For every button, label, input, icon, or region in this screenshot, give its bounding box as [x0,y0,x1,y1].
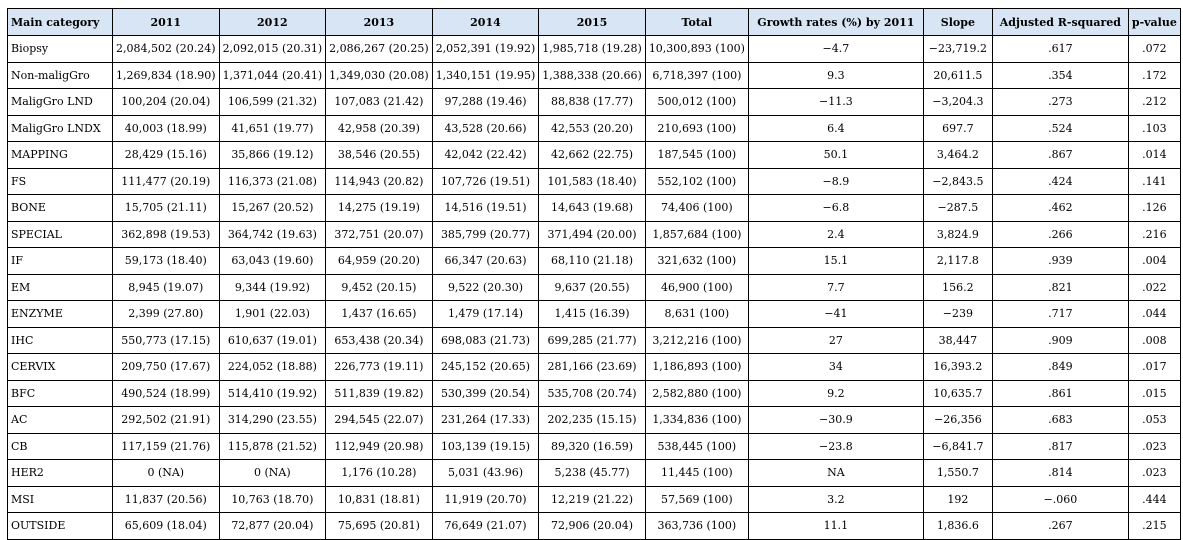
value-2015-cell: 281,166 (23.69) [539,354,646,381]
value-2013-cell: 64,959 (20.20) [326,248,433,275]
adjusted-r-squared-cell: .909 [992,327,1128,354]
value-2011-cell: 65,609 (18.04) [113,513,220,540]
value-2013-cell: 653,438 (20.34) [326,327,433,354]
category-cell: OUTSIDE [8,513,113,540]
adjusted-r-squared-cell: .617 [992,36,1128,63]
category-cell: BONE [8,195,113,222]
value-2012-cell: 610,637 (19.01) [219,327,326,354]
p-value-cell: .004 [1128,248,1180,275]
slope-cell: 3,464.2 [923,142,992,169]
table-row [8,407,1181,434]
value-2013-cell: 9,452 (20.15) [326,274,433,301]
header-growth-rate: Growth rates (%) by 2011 [748,9,923,36]
slope-cell: −26,356 [923,407,992,434]
table-row [8,486,1181,513]
total-cell: 57,569 (100) [645,486,748,513]
value-2014-cell: 107,726 (19.51) [432,168,539,195]
adjusted-r-squared-cell: .354 [992,62,1128,89]
category-cell: MSI [8,486,113,513]
value-2012-cell: 224,052 (18.88) [219,354,326,381]
slope-cell: 3,824.9 [923,221,992,248]
total-cell: 11,445 (100) [645,460,748,487]
value-2015-cell: 101,583 (18.40) [539,168,646,195]
table-row [8,36,1181,63]
value-2015-cell: 1,415 (16.39) [539,301,646,328]
value-2012-cell: 116,373 (21.08) [219,168,326,195]
value-2013-cell: 42,958 (20.39) [326,115,433,142]
header-total: Total [645,9,748,36]
category-cell: SPECIAL [8,221,113,248]
table-row [8,460,1181,487]
value-2015-cell: 42,662 (22.75) [539,142,646,169]
growth-rate-cell: −6.8 [748,195,923,222]
total-cell: 1,857,684 (100) [645,221,748,248]
slope-cell: 38,447 [923,327,992,354]
value-2011-cell: 550,773 (17.15) [113,327,220,354]
category-cell: Biopsy [8,36,113,63]
category-cell: ENZYME [8,301,113,328]
growth-rate-cell: 27 [748,327,923,354]
value-2014-cell: 231,264 (17.33) [432,407,539,434]
category-cell: AC [8,407,113,434]
p-value-cell: .023 [1128,433,1180,460]
value-2011-cell: 292,502 (21.91) [113,407,220,434]
value-2015-cell: 535,708 (20.74) [539,380,646,407]
table-row [8,433,1181,460]
value-2013-cell: 1,349,030 (20.08) [326,62,433,89]
growth-rate-cell: 2.4 [748,221,923,248]
value-2015-cell: 72,906 (20.04) [539,513,646,540]
table-row [8,248,1181,275]
value-2015-cell: 14,643 (19.68) [539,195,646,222]
growth-rate-cell: 15.1 [748,248,923,275]
adjusted-r-squared-cell: .683 [992,407,1128,434]
category-cell: MaligGro LNDX [8,115,113,142]
slope-cell: 192 [923,486,992,513]
slope-cell: 2,117.8 [923,248,992,275]
header-2011: 2011 [113,9,220,36]
total-cell: 2,582,880 (100) [645,380,748,407]
value-2014-cell: 2,052,391 (19.92) [432,36,539,63]
header-2013: 2013 [326,9,433,36]
value-2011-cell: 8,945 (19.07) [113,274,220,301]
p-value-cell: .103 [1128,115,1180,142]
category-cell: EM [8,274,113,301]
value-2011-cell: 117,159 (21.76) [113,433,220,460]
adjusted-r-squared-cell: .849 [992,354,1128,381]
value-2011-cell: 59,173 (18.40) [113,248,220,275]
value-2012-cell: 35,866 (19.12) [219,142,326,169]
value-2012-cell: 10,763 (18.70) [219,486,326,513]
slope-cell: −287.5 [923,195,992,222]
value-2015-cell: 42,553 (20.20) [539,115,646,142]
value-2013-cell: 1,437 (16.65) [326,301,433,328]
growth-rate-cell: 34 [748,354,923,381]
adjusted-r-squared-cell: .273 [992,89,1128,116]
value-2013-cell: 38,546 (20.55) [326,142,433,169]
value-2015-cell: 9,637 (20.55) [539,274,646,301]
total-cell: 187,545 (100) [645,142,748,169]
value-2013-cell: 14,275 (19.19) [326,195,433,222]
growth-rate-cell: −30.9 [748,407,923,434]
p-value-cell: .126 [1128,195,1180,222]
value-2011-cell: 40,003 (18.99) [113,115,220,142]
value-2014-cell: 530,399 (20.54) [432,380,539,407]
value-2014-cell: 66,347 (20.63) [432,248,539,275]
total-cell: 500,012 (100) [645,89,748,116]
value-2015-cell: 68,110 (21.18) [539,248,646,275]
value-2013-cell: 112,949 (20.98) [326,433,433,460]
value-2015-cell: 89,320 (16.59) [539,433,646,460]
growth-rate-cell: 50.1 [748,142,923,169]
value-2014-cell: 9,522 (20.30) [432,274,539,301]
adjusted-r-squared-cell: .717 [992,301,1128,328]
slope-cell: −6,841.7 [923,433,992,460]
p-value-cell: .141 [1128,168,1180,195]
value-2011-cell: 1,269,834 (18.90) [113,62,220,89]
total-cell: 3,212,216 (100) [645,327,748,354]
value-2015-cell: 12,219 (21.22) [539,486,646,513]
total-cell: 210,693 (100) [645,115,748,142]
value-2014-cell: 11,919 (20.70) [432,486,539,513]
growth-rate-cell: NA [748,460,923,487]
growth-rate-cell: 11.1 [748,513,923,540]
table-row [8,168,1181,195]
table-row [8,142,1181,169]
value-2013-cell: 226,773 (19.11) [326,354,433,381]
value-2012-cell: 41,651 (19.77) [219,115,326,142]
total-cell: 6,718,397 (100) [645,62,748,89]
growth-rate-cell: 9.2 [748,380,923,407]
value-2015-cell: 88,838 (17.77) [539,89,646,116]
growth-rate-cell: −4.7 [748,36,923,63]
p-value-cell: .017 [1128,354,1180,381]
value-2013-cell: 294,545 (22.07) [326,407,433,434]
category-cell: BFC [8,380,113,407]
slope-cell: 10,635.7 [923,380,992,407]
adjusted-r-squared-cell: .939 [992,248,1128,275]
table-row [8,274,1181,301]
value-2011-cell: 2,399 (27.80) [113,301,220,328]
growth-rate-cell: 3.2 [748,486,923,513]
value-2011-cell: 490,524 (18.99) [113,380,220,407]
growth-rate-cell: −8.9 [748,168,923,195]
header-row [8,9,1181,36]
total-cell: 1,334,836 (100) [645,407,748,434]
adjusted-r-squared-cell: .266 [992,221,1128,248]
p-value-cell: .072 [1128,36,1180,63]
value-2012-cell: 9,344 (19.92) [219,274,326,301]
value-2012-cell: 514,410 (19.92) [219,380,326,407]
total-cell: 10,300,893 (100) [645,36,748,63]
value-2012-cell: 364,742 (19.63) [219,221,326,248]
value-2013-cell: 75,695 (20.81) [326,513,433,540]
value-2013-cell: 2,086,267 (20.25) [326,36,433,63]
value-2014-cell: 97,288 (19.46) [432,89,539,116]
value-2012-cell: 63,043 (19.60) [219,248,326,275]
slope-cell: 697.7 [923,115,992,142]
value-2013-cell: 1,176 (10.28) [326,460,433,487]
adjusted-r-squared-cell: .814 [992,460,1128,487]
total-cell: 363,736 (100) [645,513,748,540]
growth-rate-cell: −41 [748,301,923,328]
header-2015: 2015 [539,9,646,36]
value-2011-cell: 209,750 (17.67) [113,354,220,381]
value-2011-cell: 0 (NA) [113,460,220,487]
value-2014-cell: 245,152 (20.65) [432,354,539,381]
slope-cell: 1,550.7 [923,460,992,487]
total-cell: 74,406 (100) [645,195,748,222]
category-cell: CERVIX [8,354,113,381]
growth-rate-cell: −23.8 [748,433,923,460]
p-value-cell: .008 [1128,327,1180,354]
p-value-cell: .015 [1128,380,1180,407]
value-2011-cell: 362,898 (19.53) [113,221,220,248]
category-cell: Non-maligGro [8,62,113,89]
slope-cell: −23,719.2 [923,36,992,63]
value-2015-cell: 371,494 (20.00) [539,221,646,248]
value-2013-cell: 114,943 (20.82) [326,168,433,195]
category-cell: MaligGro LND [8,89,113,116]
value-2015-cell: 202,235 (15.15) [539,407,646,434]
value-2014-cell: 5,031 (43.96) [432,460,539,487]
value-2015-cell: 699,285 (21.77) [539,327,646,354]
slope-cell: 20,611.5 [923,62,992,89]
value-2014-cell: 698,083 (21.73) [432,327,539,354]
value-2011-cell: 28,429 (15.16) [113,142,220,169]
p-value-cell: .216 [1128,221,1180,248]
header-2014: 2014 [432,9,539,36]
value-2011-cell: 15,705 (21.11) [113,195,220,222]
adjusted-r-squared-cell: −.060 [992,486,1128,513]
p-value-cell: .023 [1128,460,1180,487]
table-row [8,221,1181,248]
header-adjusted-r-squared: Adjusted R-squared [992,9,1128,36]
value-2014-cell: 103,139 (19.15) [432,433,539,460]
value-2015-cell: 5,238 (45.77) [539,460,646,487]
adjusted-r-squared-cell: .524 [992,115,1128,142]
table-row [8,89,1181,116]
p-value-cell: .212 [1128,89,1180,116]
slope-cell: −2,843.5 [923,168,992,195]
table-row [8,327,1181,354]
value-2011-cell: 100,204 (20.04) [113,89,220,116]
header-2012: 2012 [219,9,326,36]
table-row [8,115,1181,142]
table-row [8,513,1181,540]
value-2013-cell: 511,839 (19.82) [326,380,433,407]
p-value-cell: .215 [1128,513,1180,540]
total-cell: 552,102 (100) [645,168,748,195]
table-row [8,380,1181,407]
data-table-container [7,8,1181,540]
adjusted-r-squared-cell: .867 [992,142,1128,169]
value-2015-cell: 1,985,718 (19.28) [539,36,646,63]
category-cell: MAPPING [8,142,113,169]
category-cell: HER2 [8,460,113,487]
table-row [8,195,1181,222]
header-p-value: p-value [1128,9,1180,36]
adjusted-r-squared-cell: .267 [992,513,1128,540]
p-value-cell: .044 [1128,301,1180,328]
adjusted-r-squared-cell: .424 [992,168,1128,195]
p-value-cell: .014 [1128,142,1180,169]
value-2012-cell: 0 (NA) [219,460,326,487]
slope-cell: −3,204.3 [923,89,992,116]
category-cell: FS [8,168,113,195]
table-row [8,354,1181,381]
category-cell: IF [8,248,113,275]
data-table [7,8,1181,540]
p-value-cell: .022 [1128,274,1180,301]
value-2012-cell: 2,092,015 (20.31) [219,36,326,63]
value-2011-cell: 11,837 (20.56) [113,486,220,513]
value-2014-cell: 14,516 (19.51) [432,195,539,222]
value-2015-cell: 1,388,338 (20.66) [539,62,646,89]
adjusted-r-squared-cell: .861 [992,380,1128,407]
growth-rate-cell: −11.3 [748,89,923,116]
value-2012-cell: 106,599 (21.32) [219,89,326,116]
value-2014-cell: 1,340,151 (19.95) [432,62,539,89]
growth-rate-cell: 9.3 [748,62,923,89]
growth-rate-cell: 6.4 [748,115,923,142]
total-cell: 1,186,893 (100) [645,354,748,381]
table-row [8,301,1181,328]
value-2014-cell: 42,042 (22.42) [432,142,539,169]
value-2012-cell: 115,878 (21.52) [219,433,326,460]
value-2012-cell: 15,267 (20.52) [219,195,326,222]
header-main-category: Main category [8,9,113,36]
slope-cell: 1,836.6 [923,513,992,540]
slope-cell: 16,393.2 [923,354,992,381]
slope-cell: −239 [923,301,992,328]
total-cell: 538,445 (100) [645,433,748,460]
category-cell: IHC [8,327,113,354]
value-2014-cell: 76,649 (21.07) [432,513,539,540]
header-slope: Slope [923,9,992,36]
category-cell: CB [8,433,113,460]
p-value-cell: .053 [1128,407,1180,434]
growth-rate-cell: 7.7 [748,274,923,301]
value-2013-cell: 107,083 (21.42) [326,89,433,116]
value-2011-cell: 2,084,502 (20.24) [113,36,220,63]
value-2011-cell: 111,477 (20.19) [113,168,220,195]
total-cell: 321,632 (100) [645,248,748,275]
value-2012-cell: 72,877 (20.04) [219,513,326,540]
value-2014-cell: 1,479 (17.14) [432,301,539,328]
slope-cell: 156.2 [923,274,992,301]
adjusted-r-squared-cell: .462 [992,195,1128,222]
p-value-cell: .172 [1128,62,1180,89]
adjusted-r-squared-cell: .817 [992,433,1128,460]
value-2014-cell: 385,799 (20.77) [432,221,539,248]
value-2012-cell: 1,371,044 (20.41) [219,62,326,89]
value-2012-cell: 314,290 (23.55) [219,407,326,434]
value-2012-cell: 1,901 (22.03) [219,301,326,328]
total-cell: 8,631 (100) [645,301,748,328]
adjusted-r-squared-cell: .821 [992,274,1128,301]
value-2013-cell: 372,751 (20.07) [326,221,433,248]
total-cell: 46,900 (100) [645,274,748,301]
value-2014-cell: 43,528 (20.66) [432,115,539,142]
p-value-cell: .444 [1128,486,1180,513]
table-row [8,62,1181,89]
table-body [8,36,1181,540]
value-2013-cell: 10,831 (18.81) [326,486,433,513]
